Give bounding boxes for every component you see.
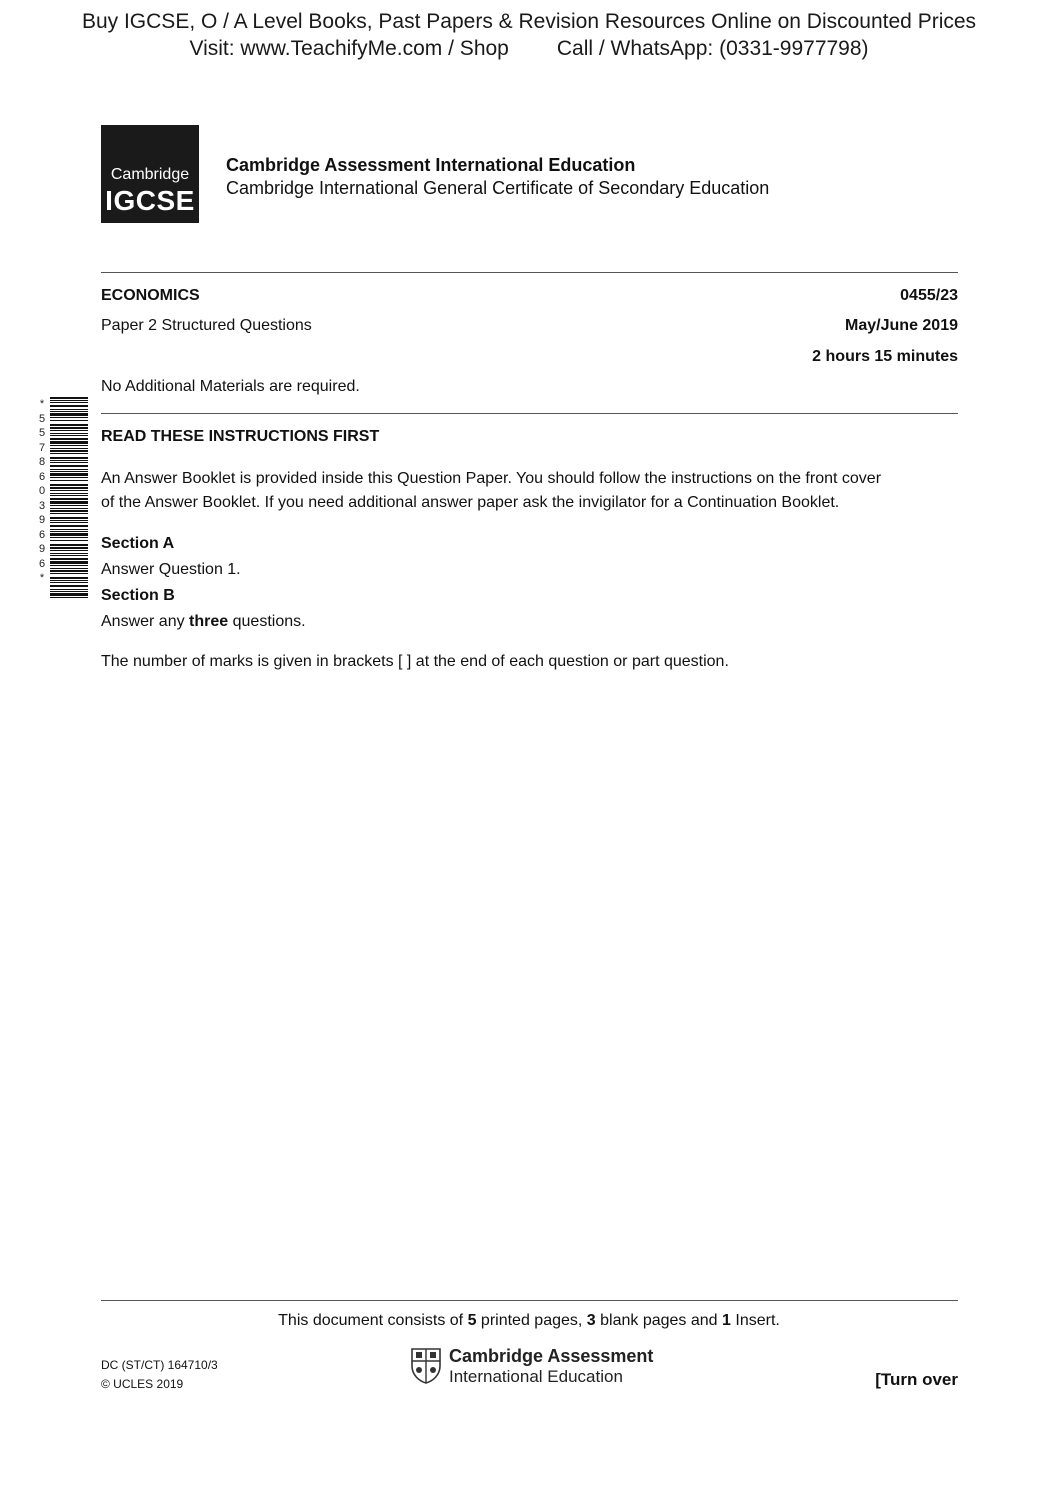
barcode-bar [50,582,88,583]
barcode-digit: 6 [38,528,46,541]
barcode-bar [50,510,88,512]
cambridge-assessment-logo [411,1346,654,1390]
barcode-bar [50,593,88,596]
barcode-bar [50,453,88,454]
section-b-heading: Section B [101,587,175,604]
barcode-digit: 6 [38,470,46,483]
barcode-bar [50,589,88,590]
barcode-bar [50,513,88,514]
section-b-bold: three [189,613,229,630]
barcode-bar [50,508,88,509]
page-note-mid2: blank pages and [595,1312,723,1329]
paper-title: Paper 2 Structured Questions [101,317,312,334]
barcode-digit: 8 [38,456,46,468]
barcode-bar [50,397,88,399]
promo-line-2 [0,35,1058,62]
barcode-bar [50,450,88,452]
barcode-bar [50,409,88,410]
barcode-bar [50,490,88,491]
barcode-bar [50,417,88,418]
barcode-bar [50,424,88,426]
barcode-bar [50,445,88,446]
barcode-bar [50,430,88,431]
barcode-bar [50,565,88,566]
cambridge-igcse-logo [101,125,199,223]
barcode-bar [50,495,88,496]
page-count-note [0,1312,1058,1330]
barcode-bar [50,533,88,536]
barcode-bar [50,448,88,449]
barcode-bar [50,420,88,421]
barcode-bar [50,465,88,467]
barcode-digits [36,397,48,586]
exam-session: May/June 2019 [845,317,958,334]
materials-note: No Additional Materials are required. [101,378,360,395]
qualification-name: Cambridge International General Certificate of Secondary Education [226,178,770,198]
divider-top [101,272,958,273]
barcode-bar [50,517,88,519]
barcode-bar [50,568,88,569]
logo-igcse-text: IGCSE [105,185,195,216]
instructions-line-2: of the Answer Booklet. If you need additional answer paper ask the invigilator for a Continuation Booklet. [101,494,840,511]
turn-over-label: [Turn over [875,1370,958,1389]
document-imprint [101,1356,218,1394]
barcode-bar [50,561,88,564]
document-reference: DC (ST/CT) 164710/3 [101,1358,218,1372]
section-b-pre: Answer any [101,613,190,630]
page-note-mid1: printed pages, [476,1312,587,1329]
organisation-name: Cambridge Assessment International Education [226,155,636,175]
barcode-digit: 7 [38,441,46,454]
page-note-post: Insert. [730,1312,780,1329]
barcode-digit: 9 [38,543,46,555]
barcode-bar [50,501,88,504]
barcode-bar [50,441,88,444]
barcode-digit: 6 [38,557,46,570]
barcode-bar [50,427,88,429]
printed-page-count: 5 [467,1312,477,1329]
logo-line-2: International Education [449,1367,623,1386]
barcode-digit: 9 [38,514,46,526]
barcode-bar [50,531,88,532]
insert-count: 1 [722,1312,731,1329]
barcode-bar [50,402,88,403]
barcode-bar [50,480,88,481]
barcode-bar [50,469,88,470]
marks-note: The number of marks is given in brackets [ ] at the end of each question or part question. [101,653,729,670]
organisation-block [226,154,769,200]
blank-page-count: 3 [586,1312,596,1329]
barcode-bar [50,540,88,541]
barcode-bar [50,520,88,521]
barcode-bar [50,433,88,434]
instructions-paragraph [101,467,961,515]
barcode-bar [50,411,88,412]
section-b-post: questions. [228,613,306,630]
barcode-bar [50,585,88,587]
barcode-bar [50,477,88,478]
logo-cambridge-text: Cambridge [110,166,190,183]
subject-row [101,287,958,305]
barcode-bar [50,529,88,530]
barcode-bar [50,435,88,436]
barcode-digit: * [39,572,45,584]
section-a-heading: Section A [101,535,175,552]
barcode-bar [50,591,88,592]
barcode-bar [50,577,88,579]
divider-middle [101,413,958,414]
promo-banner [0,8,1058,62]
barcode-digit: 3 [38,499,46,512]
paper-row [101,317,958,335]
promo-line-1: Buy IGCSE, O / A Level Books, Past Papers & Revision Resources Online on Discounted Prices [81,10,977,33]
instructions-line-1: An Answer Booklet is provided inside this Question Paper. You should follow the instructions on the front cover [101,470,882,487]
barcode-bar [50,597,88,598]
barcode-bar [50,457,88,459]
section-b-text [101,610,961,634]
instructions-heading: READ THESE INSTRUCTIONS FIRST [101,428,380,445]
barcode-bar [50,487,88,489]
section-a-text: Answer Question 1. [101,561,241,578]
page-note-pre: This document consists of [278,1312,468,1329]
barcode-bar [50,462,88,463]
barcode-bar [50,547,88,549]
barcode-bar [50,405,88,407]
barcode-bar [50,460,88,461]
barcode-bar [50,484,88,486]
barcode-bar [50,555,88,556]
barcode-bar [50,550,88,551]
materials-row [101,378,958,396]
barcode-bar [50,522,88,523]
barcode-bar [50,498,88,500]
university-shield-icon [411,1348,441,1384]
promo-call: Call / WhatsApp: (0331-9977798) [556,37,869,60]
barcode-bar [50,580,88,581]
barcode-bar [50,525,88,527]
subject-title: ECONOMICS [101,287,200,304]
barcode-bar [50,471,88,472]
barcode-bar [50,438,88,440]
logo-line-1: Cambridge Assessment [449,1346,654,1366]
candidate-barcode [36,397,88,600]
barcode-digit: 0 [38,485,46,497]
syllabus-code: 0455/23 [900,287,958,304]
copyright-notice: © UCLES 2019 [101,1377,184,1391]
barcode-bar [50,544,88,546]
barcode-bar [50,400,88,401]
barcode-bar [50,505,88,506]
barcode-bar [50,573,88,574]
barcode-digit: * [39,398,45,410]
barcode-bar [50,413,88,416]
barcode-bar [50,553,88,554]
barcode-digit: 5 [38,427,46,439]
barcode-bars [50,397,88,600]
barcode-digit: 5 [38,412,46,425]
divider-bottom [101,1300,958,1301]
barcode-bar [50,493,88,494]
exam-duration: 2 hours 15 minutes [812,348,958,365]
promo-visit: Visit: www.TeachifyMe.com / Shop [189,37,509,60]
barcode-bar [50,558,88,560]
barcode-bar [50,570,88,572]
barcode-bar [50,473,88,476]
barcode-bar [50,537,88,538]
